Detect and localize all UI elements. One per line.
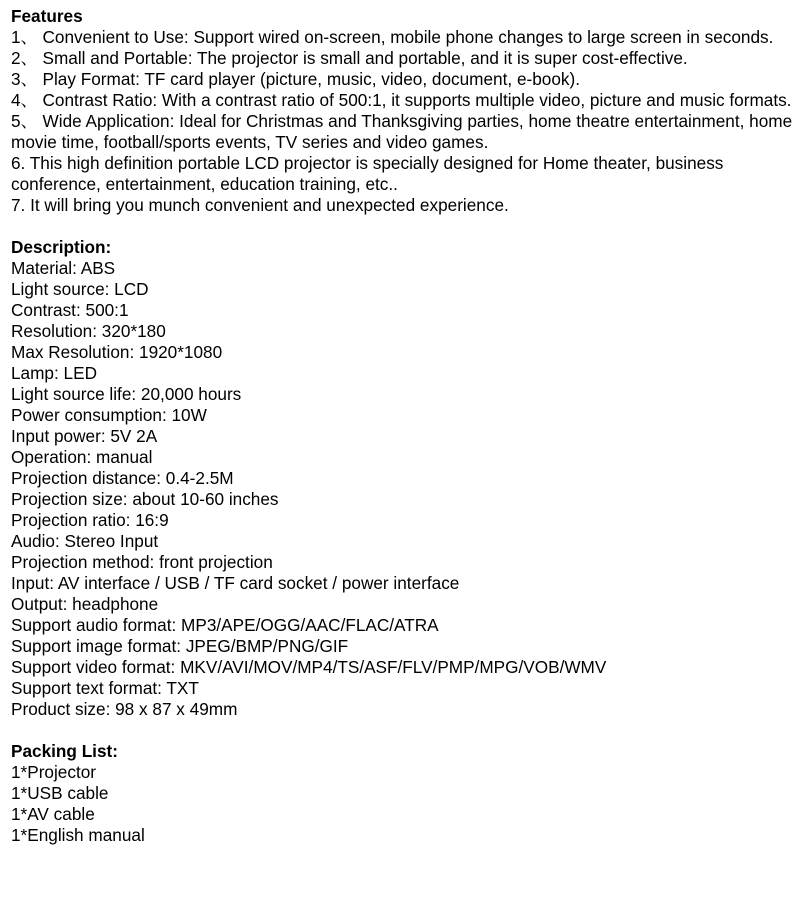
spec-item: Support image format: JPEG/BMP/PNG/GIF xyxy=(11,636,349,656)
spec-item: Support audio format: MP3/APE/OGG/AAC/FLAC/ATRA xyxy=(11,615,439,635)
spec-item: Power consumption: 10W xyxy=(11,405,207,425)
spec-item: Light source: LCD xyxy=(11,279,149,299)
description-list xyxy=(11,258,795,720)
spec-item: Output: headphone xyxy=(11,594,159,614)
packing-list-heading: Packing List: xyxy=(11,741,118,761)
spec-item: Input power: 5V 2A xyxy=(11,426,158,446)
spec-item: Projection ratio: 16:9 xyxy=(11,510,169,530)
feature-item: 3、 Play Format: TF card player (picture, music, video, document, e-book). xyxy=(11,69,580,89)
features-list xyxy=(11,27,795,216)
spec-item: Support video format: MKV/AVI/MOV/MP4/TS/ASF/FLV/PMP/MPG/VOB/WMV xyxy=(11,657,607,677)
spec-item: Material: ABS xyxy=(11,258,116,278)
spec-item: Audio: Stereo Input xyxy=(11,531,159,551)
features-section xyxy=(11,6,795,216)
spec-item: Input: AV interface / USB / TF card socket / power interface xyxy=(11,573,460,593)
feature-item: 1、 Convenient to Use: Support wired on-screen, mobile phone changes to large screen in seconds. xyxy=(11,27,774,47)
packing-item: 1*English manual xyxy=(11,825,145,845)
feature-item: 4、 Contrast Ratio: With a contrast ratio of 500:1, it supports multiple video, picture and music formats. xyxy=(11,90,792,110)
section-spacer xyxy=(11,216,795,237)
description-heading: Description: xyxy=(11,237,112,257)
spec-item: Operation: manual xyxy=(11,447,153,467)
spec-item: Support text format: TXT xyxy=(11,678,199,698)
packing-list xyxy=(11,762,795,846)
spec-item: Lamp: LED xyxy=(11,363,97,383)
product-document xyxy=(11,6,795,846)
section-spacer xyxy=(11,720,795,741)
packing-item: 1*AV cable xyxy=(11,804,95,824)
spec-item: Projection size: about 10-60 inches xyxy=(11,489,279,509)
features-heading: Features xyxy=(11,6,83,26)
feature-item: 5、 Wide Application: Ideal for Christmas and Thanksgiving parties, home theatre entertainment, home movie time, football/sports events, TV series and video games. xyxy=(11,111,793,152)
packing-list-section xyxy=(11,741,795,846)
spec-item: Contrast: 500:1 xyxy=(11,300,129,320)
spec-item: Product size: 98 x 87 x 49mm xyxy=(11,699,238,719)
feature-item: 6. This high definition portable LCD projector is specially designed for Home theater, business conference, entertainment, education training, etc.. xyxy=(11,153,724,194)
spec-item: Light source life: 20,000 hours xyxy=(11,384,242,404)
packing-item: 1*Projector xyxy=(11,762,97,782)
feature-item: 2、 Small and Portable: The projector is small and portable, and it is super cost-effective. xyxy=(11,48,688,68)
description-section xyxy=(11,237,795,720)
spec-item: Max Resolution: 1920*1080 xyxy=(11,342,223,362)
spec-item: Projection method: front projection xyxy=(11,552,273,572)
spec-item: Resolution: 320*180 xyxy=(11,321,166,341)
packing-item: 1*USB cable xyxy=(11,783,109,803)
spec-item: Projection distance: 0.4-2.5M xyxy=(11,468,234,488)
feature-item: 7. It will bring you munch convenient and unexpected experience. xyxy=(11,195,509,215)
